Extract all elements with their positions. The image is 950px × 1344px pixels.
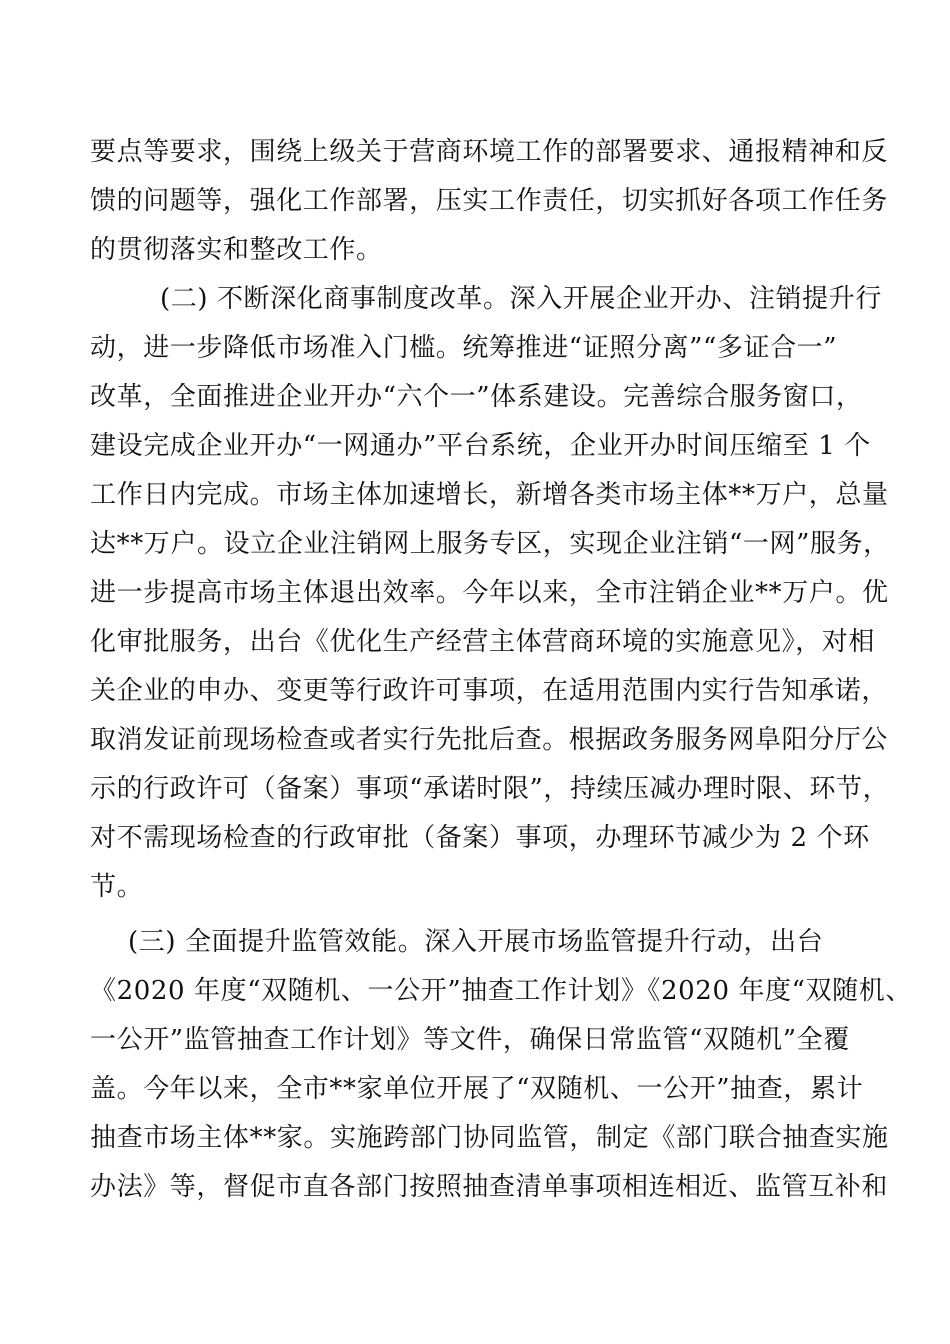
text-line: 示的行政许可（备案）事项“承诺时限”，持续压减办理时限、环节， [90,774,890,804]
text-line: 一公开”监管抽查工作计划》等文件，确保日常监管“双随机”全覆 [90,1025,850,1055]
text-line: 取消发证前现场检查或者实行先批后查。根据政务服务网阜阳分厅公 [90,725,889,755]
text-line: 盖。今年以来，全市**家单位开展了“双随机、一公开”抽查，累计 [90,1074,864,1104]
text-line: 办法》等，督促市直各部门按照抽查清单事项相连相近、监管互补和 [90,1172,889,1202]
section-heading-line: (二) 不断深化商事制度改革。深入开展企业开办、注销提升行 [160,284,882,314]
text-line: 抽查市场主体**家。实施跨部门协同监管，制定《部门联合抽查实施 [90,1123,889,1153]
text-line: 动，进一步降低市场准入门槛。统筹推进“证照分离”“多证合一” [90,333,838,363]
text-line: 节。 [90,872,144,902]
text-line: 建设完成企业开办“一网通办”平台系统，企业开办时间压缩至 1 个 [90,431,871,461]
text-line: 《2020 年度“双随机、一公开”抽查工作计划》《2020 年度“双随机、 [90,976,912,1006]
text-line: 进一步提高市场主体退出效率。今年以来，全市注销企业**万户。优 [90,578,889,608]
text-line: 改革，全面推进企业开办“六个一”体系建设。完善综合服务窗口， [90,382,863,412]
text-line: 关企业的申办、变更等行政许可事项，在适用范围内实行告知承诺， [90,676,889,706]
section-heading-line: (三) 全面提升监管效能。深入开展市场监管提升行动，出台 [128,927,824,957]
text-line: 的贯彻落实和整改工作。 [90,235,383,265]
text-line: 达**万户。设立企业注销网上服务专区，实现企业注销“一网”服务， [90,529,890,559]
text-line: 对不需现场检查的行政审批（备案）事项，办理环节减少为 2 个环 [90,823,870,853]
text-line: 要点等要求，围绕上级关于营商环境工作的部署要求、通报精神和反 [90,137,889,167]
text-line: 馈的问题等，强化工作部署，压实工作责任，切实抓好各项工作任务 [90,186,889,216]
text-line: 工作日内完成。市场主体加速增长，新增各类市场主体**万户，总量 [90,480,889,510]
text-line: 化审批服务，出台《优化生产经营主体营商环境的实施意见》，对相 [90,627,876,657]
